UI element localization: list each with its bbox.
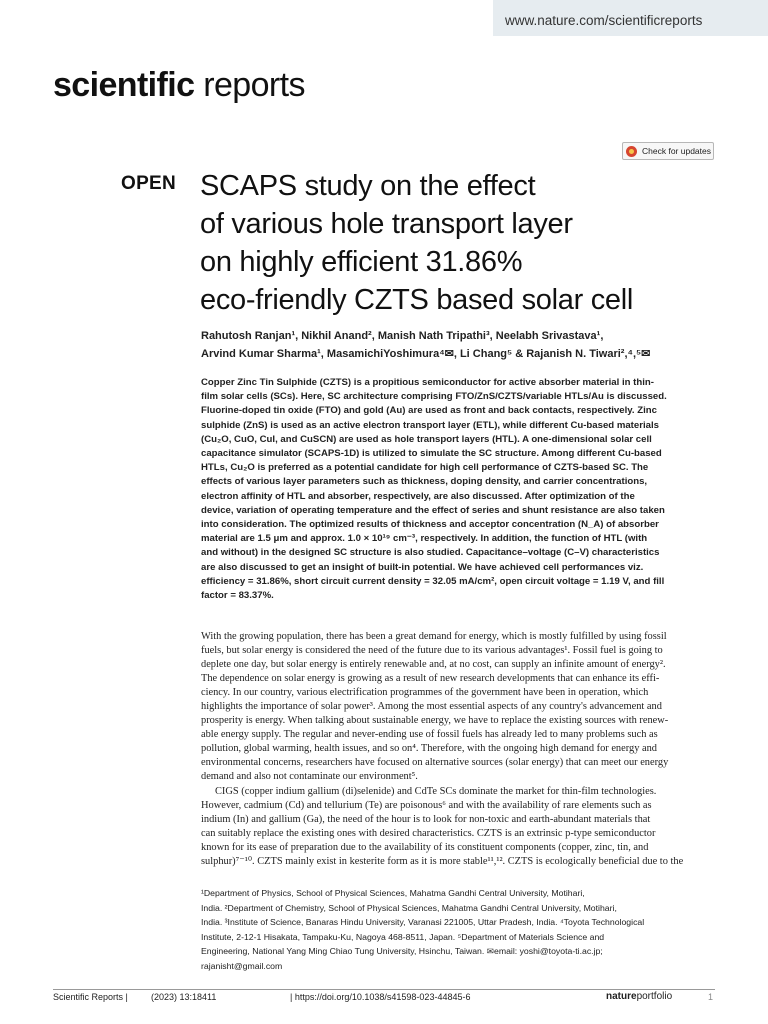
body-line: environmental concerns, researchers have focused on alternative sources (solar energy) that can meet our energy (201, 757, 669, 769)
body-line: known for its ease of preparation due to the availability of its constituent components (copper, zinc, tin, and (201, 841, 649, 853)
title-line: of various hole transport layer (200, 208, 573, 240)
abstract-line: material are 1.5 μm and approx. 1.0 × 10¹⁹ cm⁻³, respectively. In addition, the function of HTL (with (201, 533, 648, 545)
abstract-line: are also discussed to get an insight of built-in potential. We have achieved cell performances viz. (201, 561, 644, 573)
body-line: pollution, global warming, health issues, and so on⁴. Therefore, with the ongoing high demand for energy and (201, 743, 658, 755)
abstract-line: efficiency = 31.86%, short circuit current density = 32.05 mA/cm², open circuit voltage = 1.19 V, and fill (201, 575, 665, 587)
abstract-line: electron affinity of HTL and absorber, respectively, are also discussed. After optimization of the (201, 490, 635, 502)
body-line: can suitably replace the existing ones with desired characteristics. CZTS is an extrinsic p-type semiconductor (201, 827, 656, 839)
journal-logo (53, 66, 305, 105)
page-number: 1 (708, 992, 714, 1002)
abstract-line: sulphide (ZnS) is used as an active electron transport layer (ETL), while different Cu-based materials (201, 419, 659, 431)
affiliation-line: ¹Department of Physics, School of Physical Sciences, Mahatma Gandhi Central University, Motihari, (201, 888, 585, 898)
abstract-line: HTLs, Cu₂O is preferred as a potential candidate for high cell performance of CZTS-based SC. The (201, 462, 649, 474)
abstract-line: Fluorine-doped tin oxide (FTO) and gold (Au) are used as front and back contacts, respectively. Zinc (201, 405, 657, 417)
body-line: indium (In) and gallium (Ga), the need of the hour is to look for non-toxic and earth-abundant materials that (201, 813, 651, 825)
abstract-line: device, variation of operating temperature and the effect of series and shunt resistance are also taken (201, 504, 665, 516)
page-footer (53, 992, 715, 1006)
affiliations (201, 886, 716, 974)
footer-divider (53, 989, 715, 990)
publisher-bold: nature (606, 991, 637, 1002)
logo-bold-text: scientific (53, 66, 195, 104)
abstract-line: effects of various layer parameters such as thickness, doping density, and carrier concentrations, (201, 476, 648, 488)
affiliation-line: Institute, 2-12-1 Hisakata, Tampaku-Ku, Nagoya 468-8511, Japan. ⁵Department of Materials Science and (201, 931, 605, 942)
body-line: ciency. In our country, various electrification programmes of the government have been in operation, which (201, 687, 649, 699)
affiliation-line: rajanisht@gmail.com (201, 960, 283, 971)
abstract (201, 376, 717, 603)
title-line: eco-friendly CZTS based solar cell (200, 284, 634, 316)
author-list (201, 328, 721, 363)
body-line: However, cadmium (Cd) and tellurium (Te) are poisonous⁶ and with the availability of rare elements such as (201, 799, 652, 811)
affiliation-line: Engineering, National Yang Ming Chiao Tung University, Hsinchu, Taiwan. ✉email: yoshi@toyota-ti.ac.jp; (201, 946, 603, 957)
body-line: prosperity is energy. When talking about sustainable energy, we have to replace the existing sources with renew- (201, 715, 669, 727)
body-line: able energy supply. The regular and never-ending use of fossil fuels has already led to many problems such as (201, 729, 658, 741)
publisher-logo (606, 991, 672, 1002)
introduction-text (201, 630, 716, 869)
footer-citation: (2023) 13:18411 (151, 992, 217, 1002)
affiliation-line: India. ³Institute of Science, Banaras Hindu University, Varanasi 221005, Uttar Pradesh, India. ⁴Toyota Technological (201, 917, 645, 928)
body-line: sulphur)⁷⁻¹⁰. CZTS mainly exist in kesterite form as it is more stable¹¹,¹². CZTS is ecologically beneficial due to the (201, 855, 684, 867)
title-line: on highly efficient 31.86% (200, 246, 523, 278)
footer-journal: Scientific Reports | (53, 992, 128, 1002)
body-line: With the growing population, there has been a great demand for energy, which is mostly fulfilled by using fossil (201, 631, 667, 642)
article-title (200, 167, 720, 319)
body-line: highlights the importance of solar power³. Among the most essential aspects of any country's advancement and (201, 701, 662, 713)
publisher-light: portfolio (636, 991, 673, 1002)
footer-doi-link[interactable]: | https://doi.org/10.1038/s41598-023-44845-6 (290, 992, 471, 1002)
abstract-line: factor = 83.37%. (201, 590, 274, 602)
author-line: Arvind Kumar Sharma¹, MasamichiYoshimura⁴✉, Li Chang⁵ & Rajanish N. Tiwari²,⁴,⁵✉ (201, 347, 651, 360)
title-line: SCAPS study on the effect (200, 170, 536, 202)
body-line: fuels, but solar energy is considered the need of the future due to its various advantages¹. Fossil fuel is going to (201, 645, 663, 657)
abstract-line: into consideration. The optimized results of thickness and acceptor concentration (N_A) of absorber (201, 519, 659, 531)
body-line: demand and also not contaminate our environment⁵. (201, 771, 418, 783)
abstract-line: film solar cells (SCs). Here, SC architecture comprising FTO/ZnS/CZTS/variable HTLs/Au is discussed. (201, 391, 667, 403)
body-line: The dependence on solar energy is growing as a result of new research developments that can enhance its effi- (201, 673, 660, 685)
check-for-updates-label: Check for updates (642, 146, 711, 156)
author-line: Rahutosh Ranjan¹, Nikhil Anand², Manish Nath Tripathi³, Neelabh Srivastava¹, (201, 330, 604, 342)
open-access-label: OPEN (121, 173, 177, 194)
abstract-line: capacitance simulator (SCAPS-1D) is utilized to simulate the SC structure. Among different Cu-based (201, 448, 662, 460)
abstract-line: (Cu₂O, CuO, CuI, and CuSCN) are used as hole transport layers (HTL). A one-dimensional solar cell (201, 433, 652, 445)
affiliation-line: India. ²Department of Chemistry, School of Physical Sciences, Mahatma Gandhi Central University, Motihari, (201, 902, 617, 913)
check-for-updates-button[interactable] (622, 142, 714, 160)
logo-light-text: reports (203, 66, 305, 104)
body-line: deplete one day, but solar energy is entirely renewable and, at no cost, can supply an infinite amount of energy². (201, 659, 666, 671)
crossmark-icon (626, 146, 637, 157)
body-line: CIGS (copper indium gallium (di)selenide) and CdTe SCs dominate the market for thin-film technologies. (215, 785, 657, 797)
abstract-line: and without) in the designed SC structure is also studied. Capacitance–voltage (C–V) characteristics (201, 547, 660, 559)
abstract-line: Copper Zinc Tin Sulphide (CZTS) is a propitious semiconductor for active absorber material in thin- (201, 377, 654, 388)
journal-url[interactable]: www.nature.com/scientificreports (493, 0, 768, 36)
